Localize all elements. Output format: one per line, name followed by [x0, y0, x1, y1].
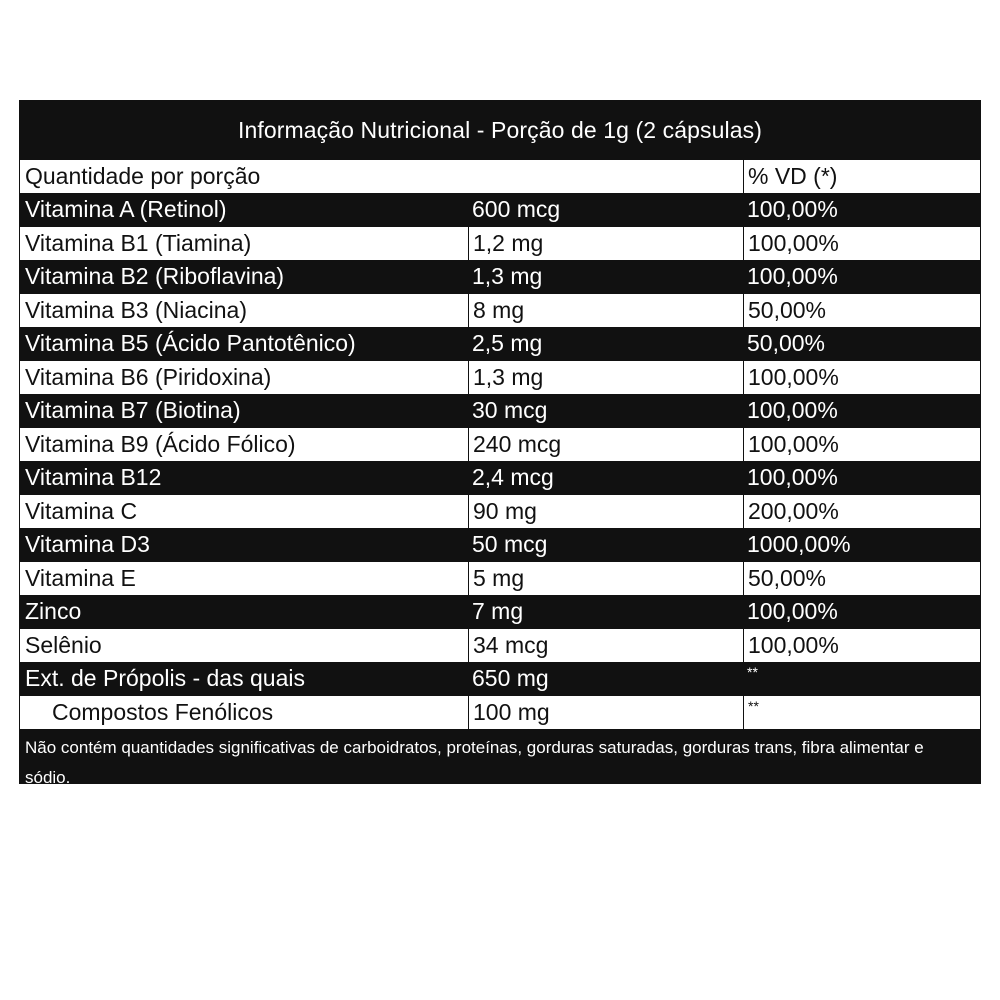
nutrient-amount: 1,3 mg [468, 361, 743, 394]
nutrient-amount: 7 mg [472, 598, 524, 624]
table-row [20, 394, 980, 427]
nutrient-amount: 100 mg [468, 696, 743, 729]
nutrient-vd: ** [743, 696, 980, 729]
nutrient-vd: 100,00% [743, 428, 980, 461]
nutrient-vd: 100,00% [747, 598, 838, 624]
table-row [20, 193, 980, 226]
nutrient-vd: 1000,00% [747, 531, 851, 557]
nutrient-amount: 50 mcg [472, 531, 548, 557]
nutrient-name: Ext. de Própolis - das quais [25, 665, 305, 691]
nutrient-vd: ** [747, 664, 758, 680]
nutrient-name: Vitamina B5 (Ácido Pantotênico) [25, 330, 356, 356]
nutrient-vd: 100,00% [743, 629, 980, 662]
nutrient-amount: 90 mg [468, 495, 743, 528]
table-title: Informação Nutricional - Porção de 1g (2 cápsulas) [20, 101, 980, 159]
nutrient-name: Vitamina B6 (Piridoxina) [25, 364, 272, 390]
nutrient-vd: 100,00% [747, 464, 838, 490]
table-row [20, 561, 980, 595]
nutrient-name: Vitamina B7 (Biotina) [25, 397, 241, 423]
nutrient-vd: 100,00% [743, 361, 980, 394]
nutrient-name: Vitamina C [25, 498, 138, 524]
nutrient-name: Vitamina B12 [25, 464, 162, 490]
nutrient-name: Zinco [25, 598, 82, 624]
nutrient-amount: 240 mcg [468, 428, 743, 461]
table-row [20, 528, 980, 561]
nutrient-amount: 1,3 mg [472, 263, 543, 289]
nutrient-name: Vitamina B2 (Riboflavina) [25, 263, 285, 289]
table-row [20, 628, 980, 662]
table-row [20, 427, 980, 461]
nutrient-vd: 50,00% [743, 562, 980, 595]
nutrition-table [19, 100, 981, 787]
header-quantity-label: Quantidade por porção [25, 163, 261, 189]
table-row [20, 461, 980, 494]
table-row [20, 695, 980, 729]
header-vd-label: % VD (*) [743, 160, 980, 193]
table-row [20, 293, 980, 327]
table-header-row [20, 159, 980, 193]
nutrient-amount: 30 mcg [472, 397, 548, 423]
table-row [20, 260, 980, 293]
nutrient-vd: 100,00% [747, 397, 838, 423]
table-footnote: Não contém quantidades significativas de carboidratos, proteínas, gorduras saturadas, gorduras trans, fibra alimentar e sódio. [20, 729, 980, 783]
nutrient-name: Vitamina D3 [25, 531, 150, 557]
table-row [20, 595, 980, 628]
nutrient-name: Vitamina B3 (Niacina) [25, 297, 248, 323]
nutrient-name: Vitamina B1 (Tiamina) [25, 230, 252, 256]
nutrient-name: Vitamina A (Retinol) [25, 196, 227, 222]
nutrient-amount: 1,2 mg [468, 227, 743, 260]
nutrient-amount: 650 mg [472, 665, 549, 691]
nutrient-name: Selênio [25, 632, 102, 658]
table-row [20, 327, 980, 360]
table-row [20, 360, 980, 394]
nutrient-vd: 100,00% [747, 196, 838, 222]
table-row [20, 662, 980, 695]
nutrient-amount: 2,5 mg [472, 330, 543, 356]
nutrient-name: Compostos Fenólicos [52, 699, 274, 725]
nutrient-vd: 100,00% [743, 227, 980, 260]
table-row [20, 226, 980, 260]
nutrient-vd: 200,00% [743, 495, 980, 528]
nutrient-vd: 50,00% [743, 294, 980, 327]
nutrient-vd: 50,00% [747, 330, 826, 356]
nutrient-vd: 100,00% [747, 263, 838, 289]
table-row [20, 494, 980, 528]
nutrient-name: Vitamina E [25, 565, 136, 591]
nutrient-amount: 2,4 mcg [472, 464, 554, 490]
nutrient-amount: 8 mg [468, 294, 743, 327]
nutrient-name: Vitamina B9 (Ácido Fólico) [25, 431, 296, 457]
nutrient-amount: 5 mg [468, 562, 743, 595]
nutrient-amount: 600 mcg [472, 196, 561, 222]
nutrient-amount: 34 mcg [468, 629, 743, 662]
